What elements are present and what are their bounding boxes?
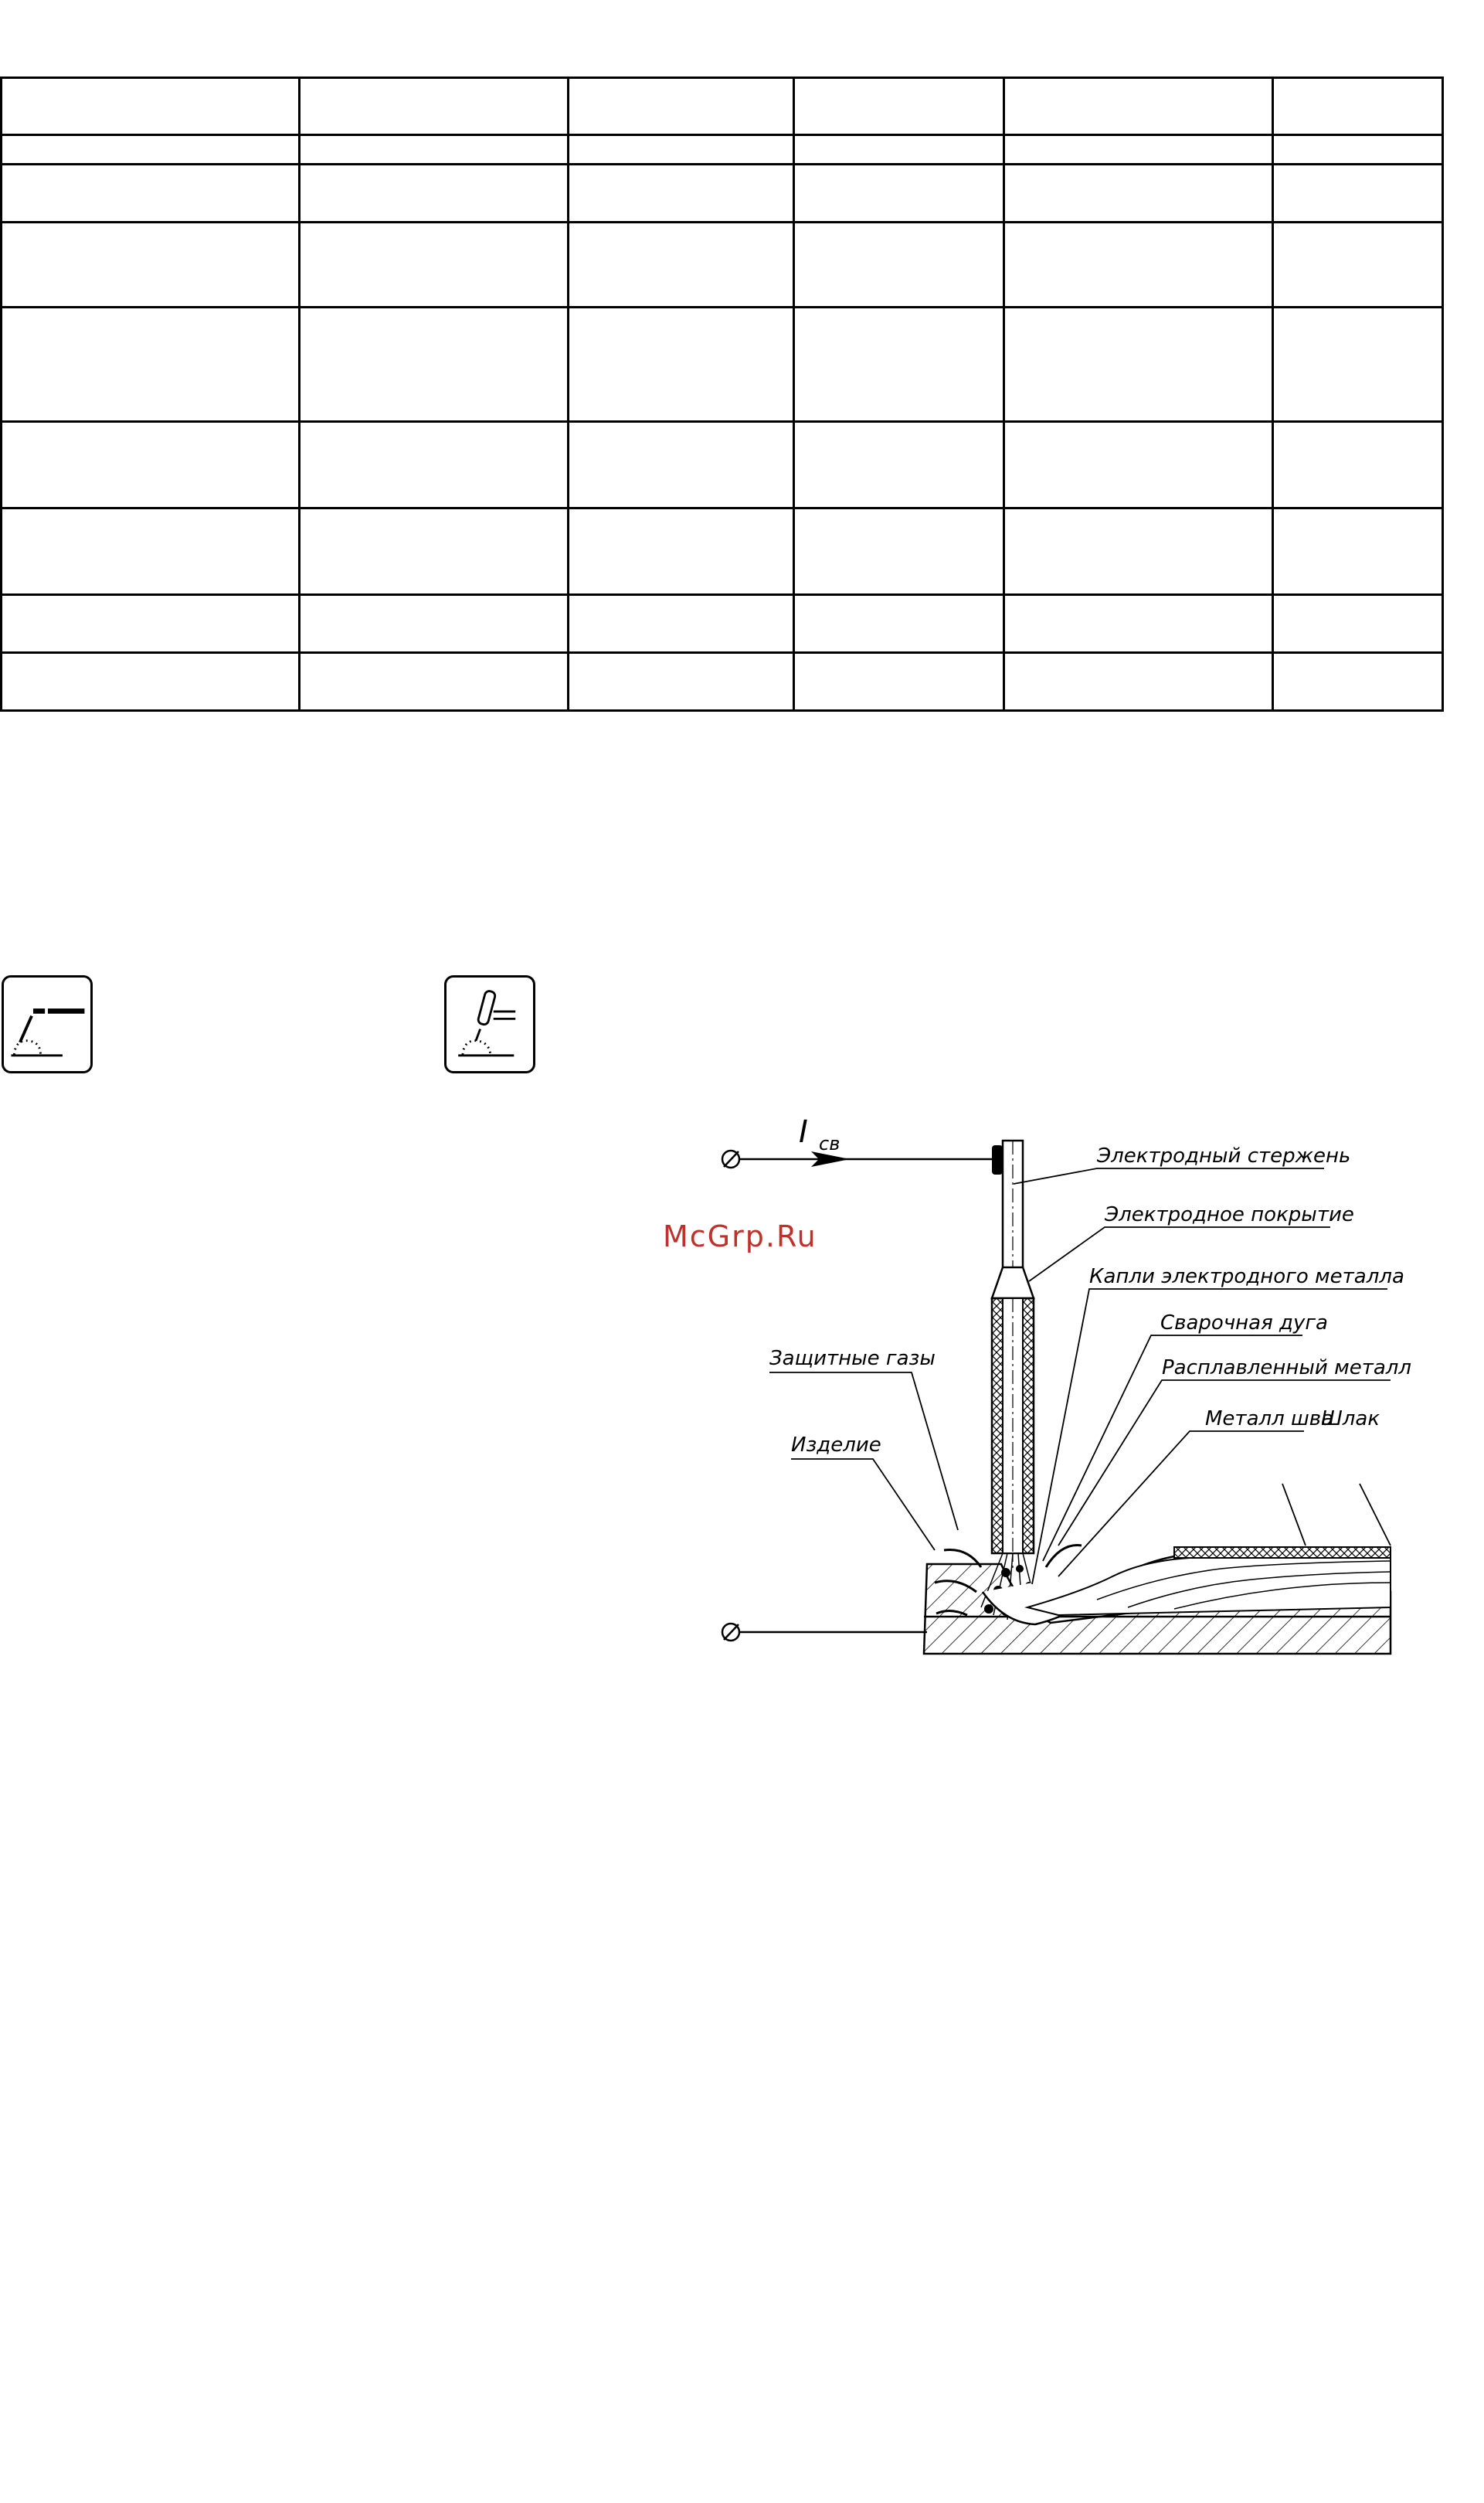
table-cell (2, 595, 300, 653)
table-row (2, 165, 1443, 223)
table-cell (1004, 422, 1273, 508)
table-cell (1273, 422, 1443, 508)
label-electrode-rod: Электродный стержень (1097, 1144, 1351, 1168)
table-row (2, 422, 1443, 508)
table-row (2, 78, 1443, 135)
table-row (2, 508, 1443, 595)
table-cell (2, 135, 300, 165)
table-cell (569, 78, 794, 135)
table-cell (569, 508, 794, 595)
table-cell (1004, 78, 1273, 135)
table-cell (300, 308, 569, 422)
label-electrode-coating: Электродное покрытие (1105, 1203, 1354, 1226)
label-workpiece: Изделие (791, 1433, 881, 1457)
table-cell (300, 422, 569, 508)
table-cell (794, 508, 1004, 595)
table-cell (569, 653, 794, 711)
table-cell (569, 223, 794, 308)
table-row (2, 135, 1443, 165)
table-cell (569, 308, 794, 422)
table-row (2, 653, 1443, 711)
current-symbol: I (799, 1114, 808, 1150)
label-molten-metal: Расплавленный металл (1162, 1356, 1412, 1379)
workpiece (722, 1547, 1391, 1654)
table-cell (300, 165, 569, 223)
table-cell (300, 595, 569, 653)
table-cell (569, 135, 794, 165)
table-cell (1004, 508, 1273, 595)
electrode (992, 1141, 1034, 1569)
table-cell (794, 223, 1004, 308)
label-weld-metal: Металл шва (1205, 1407, 1334, 1430)
table-cell (300, 508, 569, 595)
label-shield-gases: Защитные газы (769, 1347, 936, 1370)
table-cell (794, 308, 1004, 422)
tig-welding-icon (444, 975, 535, 1073)
table-cell (1273, 595, 1443, 653)
table-cell (1273, 653, 1443, 711)
table-cell (1004, 165, 1273, 223)
table-cell (2, 308, 300, 422)
current-subscript: св (819, 1133, 840, 1155)
table-cell (300, 223, 569, 308)
table-cell (2, 223, 300, 308)
table-cell (1273, 78, 1443, 135)
table-cell (569, 595, 794, 653)
label-welding-arc: Сварочная дуга (1160, 1311, 1328, 1335)
table-cell (2, 653, 300, 711)
table-cell (1004, 135, 1273, 165)
mma-welding-icon (2, 975, 93, 1073)
current-supply (722, 1114, 1001, 1168)
watermark-text: McGrp.Ru (663, 1219, 817, 1253)
table-cell (300, 135, 569, 165)
table-cell (794, 78, 1004, 135)
table-cell (794, 653, 1004, 711)
label-slag: Шлак (1321, 1407, 1380, 1430)
table-cell (1273, 508, 1443, 595)
table-cell (794, 135, 1004, 165)
table-cell (794, 165, 1004, 223)
table-cell (569, 165, 794, 223)
table-cell (300, 78, 569, 135)
table-cell (2, 165, 300, 223)
table-cell (1004, 308, 1273, 422)
welding-diagram (695, 1113, 1437, 1685)
table-cell (300, 653, 569, 711)
table-cell (1004, 223, 1273, 308)
table-cell (1273, 135, 1443, 165)
table-cell (569, 422, 794, 508)
table-cell (1273, 308, 1443, 422)
label-electrode-drops: Капли электродного металла (1089, 1265, 1404, 1288)
table-cell (1273, 223, 1443, 308)
table-row (2, 308, 1443, 422)
table-cell (794, 595, 1004, 653)
table-cell (1004, 595, 1273, 653)
table-cell (2, 78, 300, 135)
table-cell (2, 422, 300, 508)
table-cell (2, 508, 300, 595)
table-cell (794, 422, 1004, 508)
table-cell (1004, 653, 1273, 711)
table-cell (1273, 165, 1443, 223)
table-row (2, 223, 1443, 308)
data-table (0, 77, 1444, 712)
table-row (2, 595, 1443, 653)
